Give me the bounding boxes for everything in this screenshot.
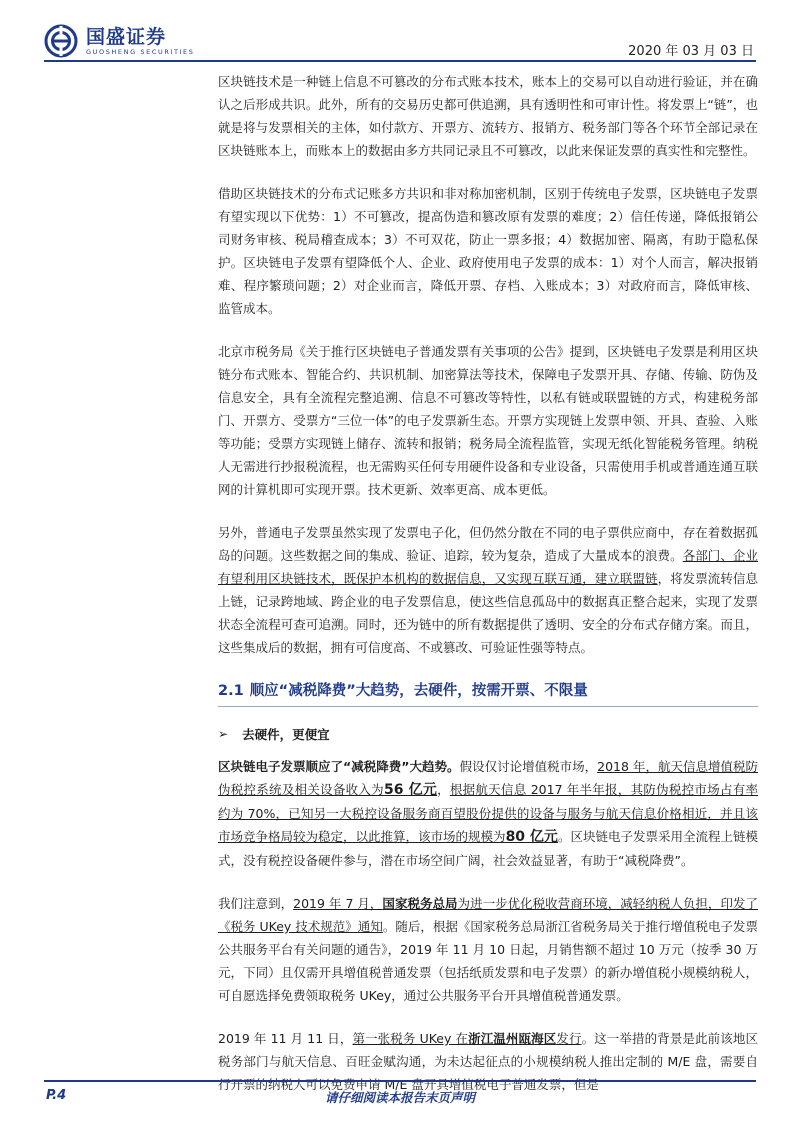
logo-mark-icon [44, 24, 78, 58]
report-body [218, 70, 758, 1116]
text-span: 我们注意到， [218, 896, 294, 911]
text-span: 。区块链电子发票采用全流程上链模式，没有税控设备硬件参与，潜在市场空间广阔，社会效益显著，有助于“减税降费”。 [218, 829, 758, 868]
bold-underlined-text: 浙江温州瓯海区 [468, 1031, 557, 1046]
page-number: P.4 [46, 1088, 67, 1103]
underlined-text: 为进一步优化税收营商环境，减轻纳税人负担，印发了《税务 UKey 技术规范》通知 [218, 896, 758, 934]
paragraph-data-silos [218, 521, 758, 659]
underlined-text: 发行 [556, 1031, 582, 1046]
subheading-bullet [218, 725, 758, 743]
underlined-text: 2018 年，航天信息增值税防伪税控系统及相关设备收入为 [218, 759, 758, 797]
text-span: 另外，普通电子发票虽然实现了发票电子化，但仍然分散在不同的电子票供应商中，存在着数据孤岛的问题。这些数据之间的集成、验证、追踪，较为复杂，造成了大量成本的浪费。 [218, 525, 758, 563]
lead-sentence: 区块链电子发票顺应了“减税降费”大趋势。 [218, 759, 460, 774]
paragraph-market-size [218, 755, 758, 872]
subheading-text: 去硬件，更便宜 [242, 727, 330, 742]
section-heading [218, 679, 758, 707]
disclaimer-text: 请仔细阅读本报告末页声明 [324, 1090, 475, 1105]
underlined-text: 根据航天信息 2017 年半年报，其防伪税控市场占有率约为 70%，已知另一大税控设备服务商百望股份提供的设备与服务与航天信息价格相近，并且该市场竞争格局较为稳定，以此推算，该市场的规模为 [218, 782, 758, 844]
paragraph-beijing-announcement: 北京市税务局《关于推行区块链电子普通发票有关事项的公告》提到，区块链电子发票是利用区块链分布式账本、智能合约、共识机制、加密算法等技术，保障电子发票开具、存储、传输、防伪及信息安全，具有全流程完整追溯、信息不可篡改等特性，以私有链或联盟链的方式，构建税务部门、开票方、受票方“三位一体”的电子发票新生态。开票方实现链上发票申领、开具、查验、入账等功能；受票方实现链上储存、流转和报销；税务局全流程监管，实现无纸化智能税务管理。纳税人无需进行抄报税流程，也无需购买任何专用硬件设备和专业设备，只需使用手机或普通连通互联网的计算机即可实现开票。技术更新、效率更高、成本更低。 [218, 344, 758, 497]
text-span: ，将发票流转信息上链，记录跨地域、跨企业的电子发票信息，使这些信息孤岛中的数据真正整合起来，实现了发票状态全流程可查可追溯。同时，还为链中的所有数据提供了透明、安全的分布式存储方案。而且，这些集成后的数据，拥有可信度高、不或篡改、可验证性强等特点。 [218, 571, 758, 655]
text-span: ， [437, 782, 450, 797]
report-date: 2020 年 03 月 03 日 [628, 44, 754, 59]
highlight-value: 80 亿元 [505, 829, 558, 845]
text-span: 假设仅讨论增值税市场， [459, 759, 598, 774]
section-number: 2.1 [218, 683, 244, 699]
bold-underlined-text: 国家税务总局 [382, 896, 458, 911]
text-span: 2019 年 11 月 11 日， [218, 1031, 353, 1046]
paragraph-ukey-policy [218, 892, 758, 1007]
company-logo [44, 24, 194, 58]
underlined-text: 2019 年 7 月， [293, 896, 383, 911]
section-title-text: 顺应“减税降费”大趋势，去硬件，按需开票、不限量 [249, 683, 588, 699]
text-span: 。这一举措的背景是此前该地区税务部门与航天信息、百旺金赋沟通，为未达起征点的小规模纳税人推出定制的 M/E 盘，需要自行开票的纳税人可以免费申请 M/E 盘开具增值税电子普通发票，但是 [218, 1031, 758, 1092]
logo-english-name: GUOSHENG SECURITIES [86, 47, 195, 56]
footer-divider [44, 1080, 756, 1082]
underlined-text: 第一张税务 UKey 在 [352, 1031, 469, 1046]
paragraph-blockchain-tech: 区块链技术是一种链上信息不可篡改的分布式账本技术，账本上的交易可以自动进行验证，并在确认之后形成共识。此外，所有的交易历史都可供追溯，具有透明性和可审计性。将发票上“链”，也就是将与发票相关的主体，如付款方、开票方、流转方、报销方、税务部门等各个环节全部记录在区块链账本上，而账本上的数据由多方共同记录且不可篡改，以此来保证发票的真实性和完整性。 [218, 74, 758, 158]
page-header [0, 0, 800, 70]
logo-chinese-name: 国盛证券 [86, 25, 167, 48]
highlight-value: 56 亿元 [383, 782, 438, 798]
page-footer [0, 1070, 800, 1130]
underlined-text: 各部门、企业有望利用区块链技术，既保护本机构的数据信息，又实现互联互通，建立联盟链 [218, 548, 758, 586]
arrow-bullet-icon: ➢ [218, 727, 229, 741]
paragraph-advantages: 借助区块链技术的分布式记账多方共识和非对称加密机制，区别于传统电子发票，区块链电子发票有望实现以下优势：1）不可篡改，提高伪造和篡改原有发票的难度；2）信任传递，降低报销公司财务审核、税局稽查成本；3）不可双花，防止一票多报；4）数据加密、隔离，有助于隐私保护。区块链电子发票有望降低个人、企业、政府使用电子发票的成本：1）对个人而言，解决报销难、程序繁琐问题；2）对企业而言，降低开票、存档、入账成本；3）对政府而言，降低审核、监管成本。 [218, 186, 758, 316]
text-span: 。随后，根据《国家税务总局浙江省税务局关于推行增值税电子发票公共服务平台有关问题的通告》，2019 年 11 月 10 日起，月销售额不超过 10 万元（按季 30 万元，下同）且仅需开具增值税普通发票（包括纸质发票和电子发票）的新办增值税小规模纳税人，可自愿选择免费领取税务 UKey，通过公共服务平台开具增值税普通发票。 [218, 919, 758, 1003]
header-divider [44, 60, 756, 62]
